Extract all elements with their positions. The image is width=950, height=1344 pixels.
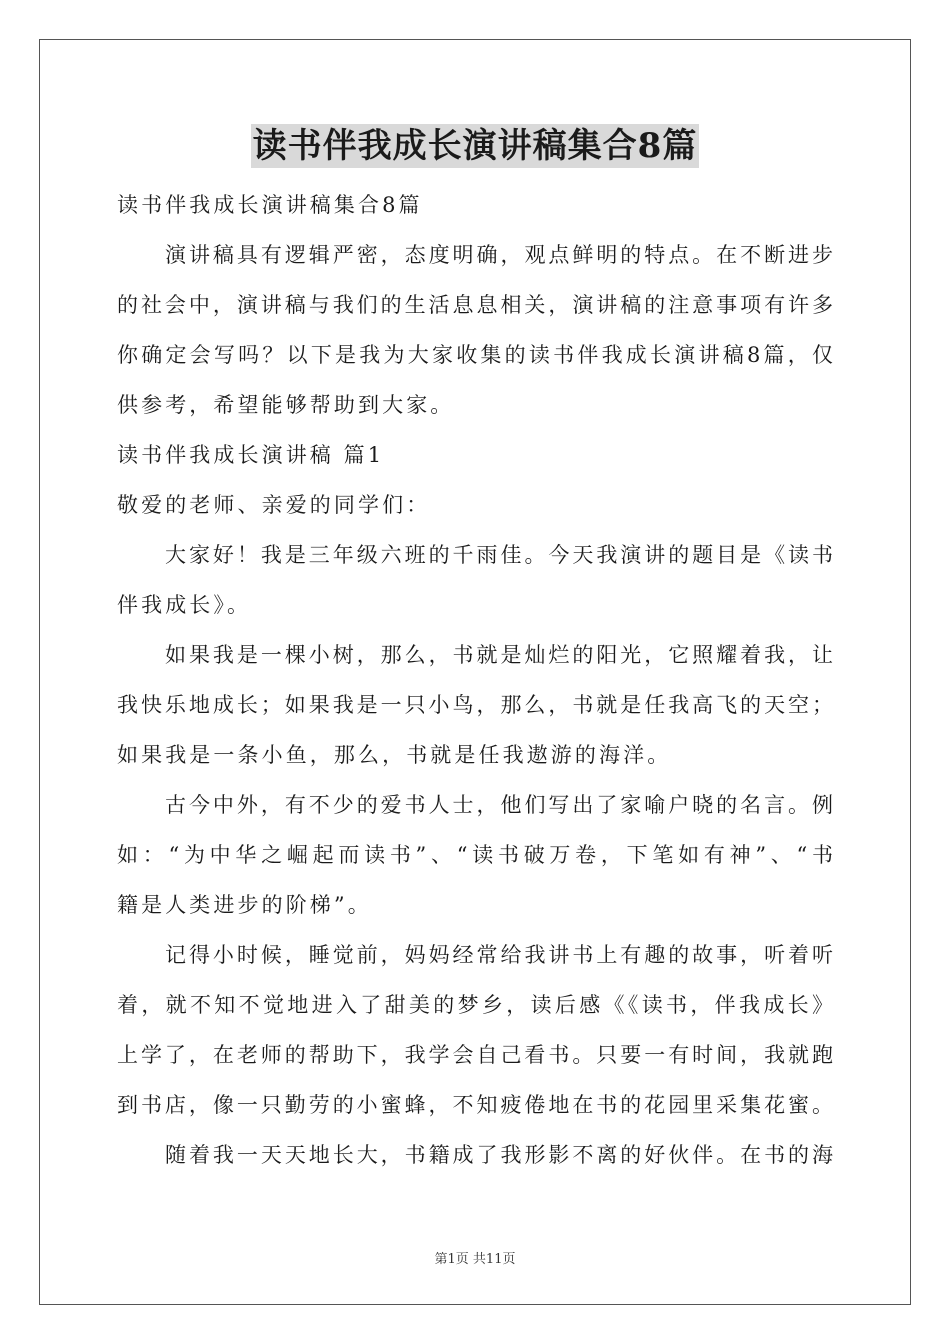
text-line: 如：“为中华之崛起而读书”、“读书破万卷，下笔如有神”、“书: [117, 843, 833, 867]
text-line: 随着我一天天地长大，书籍成了我形影不离的好伙伴。在书的海: [165, 1143, 833, 1167]
text-line: 的社会中，演讲稿与我们的生活息息相关，演讲稿的注意事项有许多: [117, 293, 833, 317]
text-line: 你确定会写吗？以下是我为大家收集的读书伴我成长演讲稿8篇，仅: [117, 343, 833, 367]
text-line: 到书店，像一只勤劳的小蜜蜂，不知疲倦地在书的花园里采集花蜜。: [117, 1093, 833, 1117]
text-line: 古今中外，有不少的爱书人士，他们写出了家喻户晓的名言。例: [165, 793, 833, 817]
text-line: 上学了，在老师的帮助下，我学会自己看书。只要一有时间，我就跑: [117, 1043, 833, 1067]
text-line: 大家好！我是三年级六班的千雨佳。今天我演讲的题目是《读书: [165, 543, 833, 567]
text-line: 伴我成长》。: [117, 593, 252, 617]
text-line: 敬爱的老师、亲爱的同学们：: [117, 493, 431, 517]
text-line: 读书伴我成长演讲稿集合8篇: [117, 193, 423, 217]
text-line: 我快乐地成长；如果我是一只小鸟，那么，书就是任我高飞的天空；: [117, 693, 833, 717]
document-body: [117, 180, 833, 1180]
text-line: 记得小时候，睡觉前，妈妈经常给我讲书上有趣的故事，听着听: [165, 943, 833, 967]
text-line: 如果我是一棵小树，那么，书就是灿烂的阳光，它照耀着我，让: [165, 643, 833, 667]
text-line: 着，就不知不觉地进入了甜美的梦乡，读后感《《读书，伴我成长》: [117, 993, 833, 1017]
text-line: 读书伴我成长演讲稿 篇1: [117, 443, 385, 467]
page-footer: 第1页 共11页: [434, 1252, 516, 1267]
document-title: 读书伴我成长演讲稿集合8篇: [252, 126, 698, 166]
text-line: 如果我是一条小鱼，那么，书就是任我遨游的海洋。: [117, 743, 672, 767]
text-line: 供参考，希望能够帮助到大家。: [117, 393, 455, 417]
text-line: 籍是人类进步的阶梯”。: [117, 893, 372, 917]
title-container: [0, 124, 950, 168]
text-line: 演讲稿具有逻辑严密，态度明确，观点鲜明的特点。在不断进步: [165, 243, 833, 267]
